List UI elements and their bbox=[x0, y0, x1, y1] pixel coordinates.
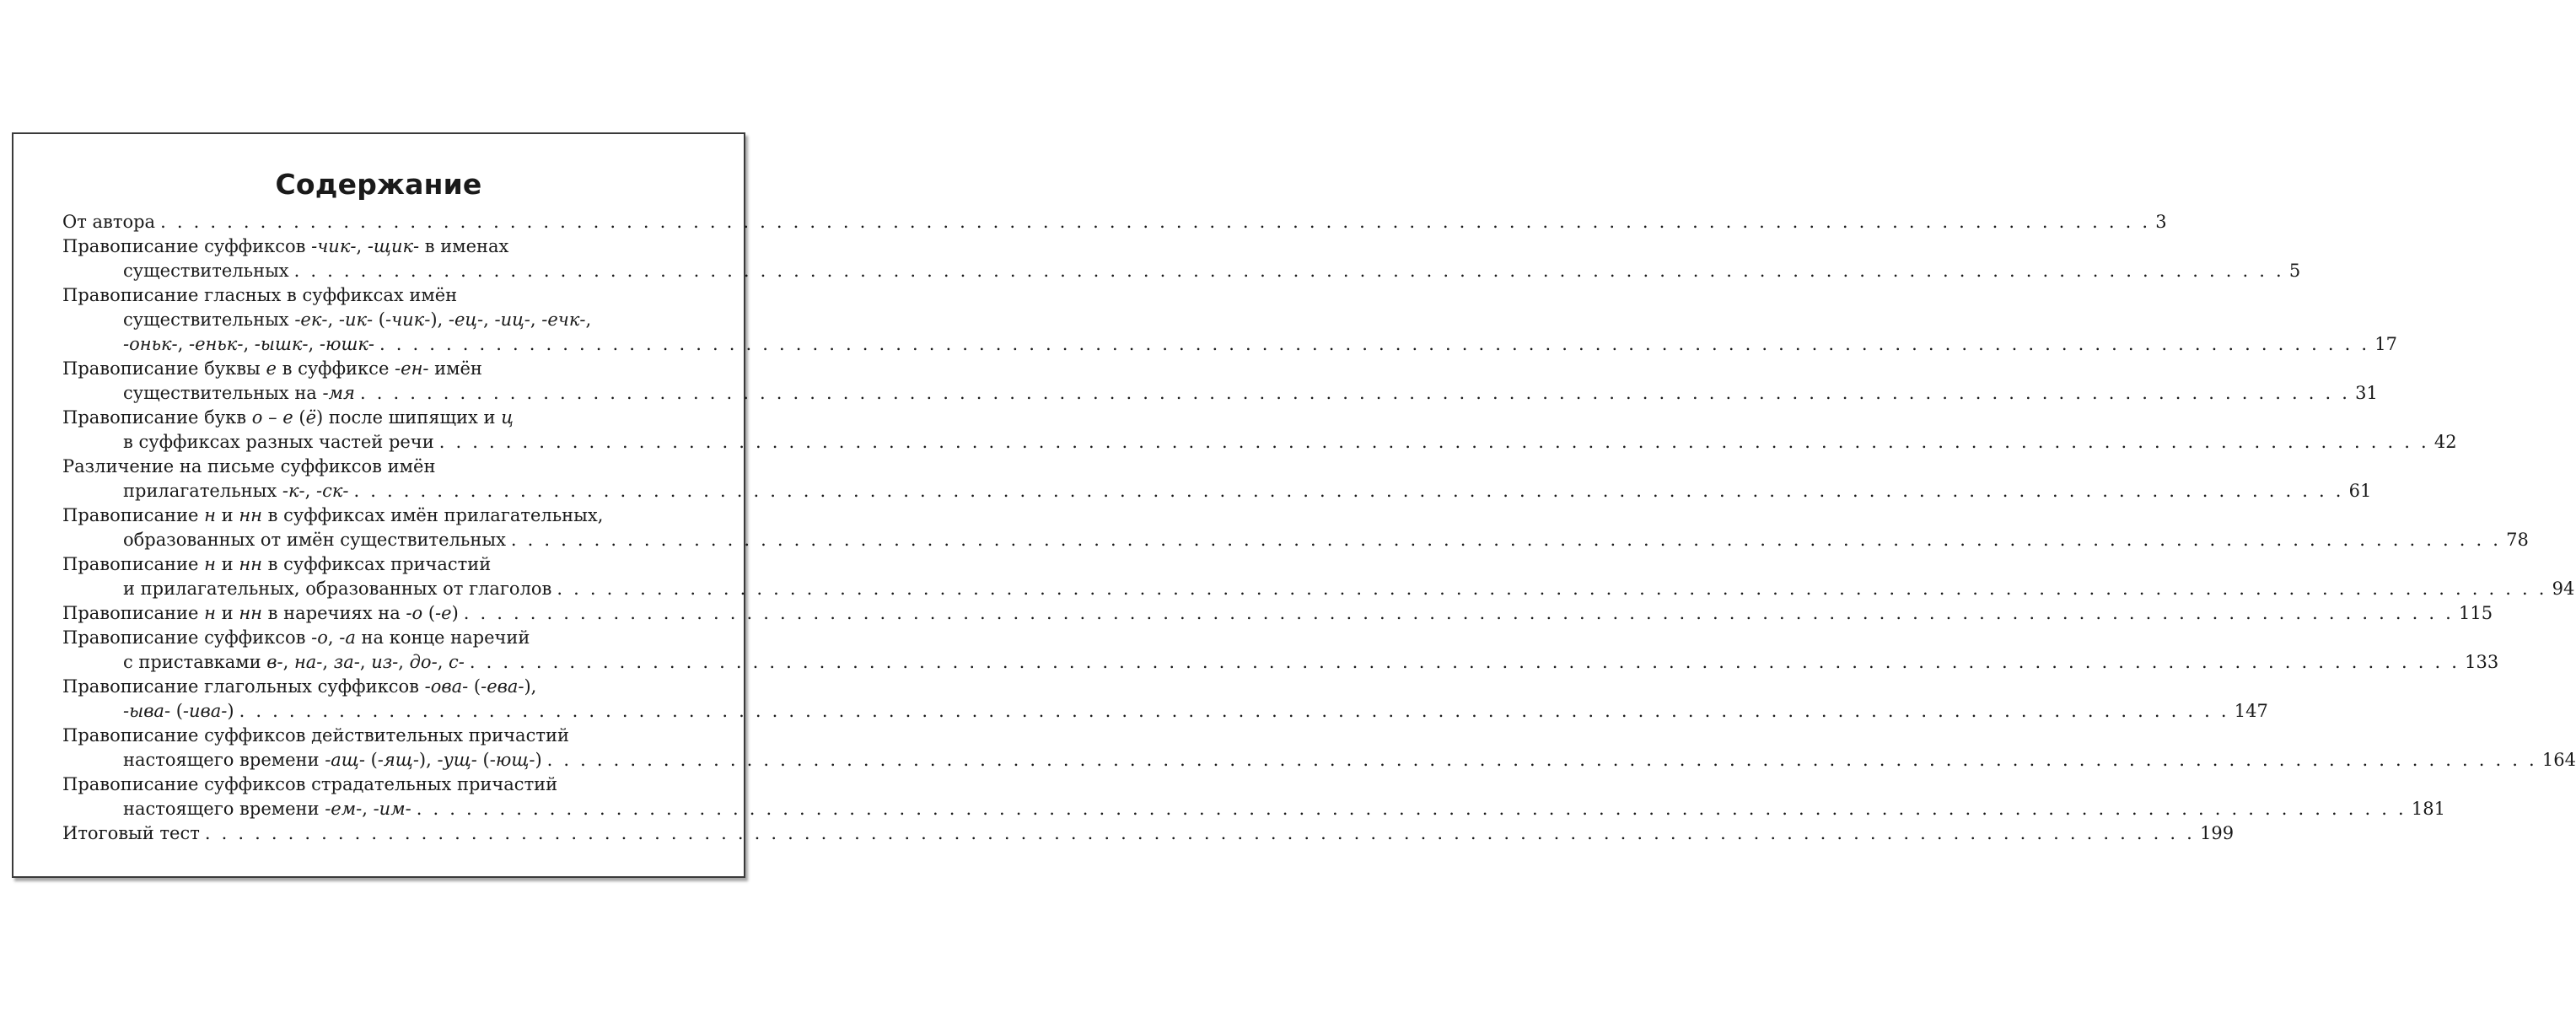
text-fragment: ) после шипящих и bbox=[316, 407, 502, 428]
toc-entry-text bbox=[123, 479, 348, 503]
italic-fragment: до- bbox=[409, 652, 438, 672]
italic-fragment: на- bbox=[293, 652, 323, 672]
italic-fragment: -ск- bbox=[315, 481, 349, 501]
text-fragment: ), bbox=[430, 310, 449, 330]
text-fragment: существительных bbox=[123, 261, 289, 281]
italic-fragment: -юшк- bbox=[319, 334, 375, 354]
italic-fragment: -ем- bbox=[325, 799, 363, 819]
text-fragment: , bbox=[322, 652, 334, 672]
dot-leader: . . . . . . . . . . . . . . . . . . . . . . . . . . . . . . . . . . . . . . . . . . . . . . . . . . . . . . . . . . . . . . . . . . . . . . . . . . . . . . . . . . . . . . . . . . . . . . . . . . . . . . . . . . . . . . . . . . . . . . . . bbox=[353, 481, 2344, 501]
toc-entry-text bbox=[123, 748, 542, 772]
italic-fragment: -иц- bbox=[494, 310, 530, 330]
dot-leader: . . . . . . . . . . . . . . . . . . . . . . . . . . . . . . . . . . . . . . . . . . . . . . . . . . . . . . . . . . . . . . . . . . . . . . . . . . . . . . . . . . . . . . . . . . . . . . . . . . . . . . . . . . . . . . . . . . . . . . . . bbox=[469, 652, 2460, 672]
toc-entry bbox=[62, 821, 2235, 846]
toc-entry-line bbox=[62, 821, 2235, 846]
page-number: 5 bbox=[2288, 261, 2301, 281]
dot-leader: . . . . . . . . . . . . . . . . . . . . . . . . . . . . . . . . . . . . . . . . . . . . . . . . . . . . . . . . . . . . . . . . . . . . . . . . . . . . . . . . . . . . . . . . . . . . . . . . . . . . . . . . . . . . . . . . . . . . . . . . bbox=[546, 750, 2537, 770]
text-fragment: в суффиксах разных частей речи bbox=[123, 432, 434, 452]
toc-entry-text bbox=[123, 528, 506, 552]
dot-leader: . . . . . . . . . . . . . . . . . . . . . . . . . . . . . . . . . . . . . . . . . . . . . . . . . . . . . . . . . . . . . . . . . . . . . . . . . . . . . . . . . . . . . . . . . . . . . . . . . . . . . . . . . . . . . . . . . . . . . . . . bbox=[510, 530, 2502, 550]
toc-entry-text bbox=[123, 797, 411, 821]
italic-fragment: -еньк- bbox=[189, 334, 244, 354]
toc-entry-line bbox=[62, 479, 2372, 503]
toc-entry-text bbox=[123, 650, 465, 675]
text-fragment: и прилагательных, образованных от глаголов bbox=[123, 579, 552, 599]
text-fragment: , bbox=[282, 652, 294, 672]
text-fragment: Правописание суффиксов bbox=[62, 627, 312, 648]
text-fragment: Итоговый тест bbox=[62, 823, 200, 843]
italic-fragment: -о bbox=[311, 627, 328, 648]
contents-title: Содержание bbox=[275, 168, 482, 201]
italic-fragment: -щик- bbox=[367, 236, 420, 256]
text-fragment: , bbox=[398, 652, 410, 672]
text-fragment: – bbox=[262, 407, 283, 428]
italic-fragment: о bbox=[251, 407, 263, 428]
text-fragment: , bbox=[327, 627, 340, 648]
page-number: 17 bbox=[2374, 334, 2397, 354]
text-fragment: ) bbox=[535, 750, 542, 770]
toc-entry-line bbox=[62, 650, 2499, 675]
italic-fragment: -ен- bbox=[395, 358, 429, 379]
text-fragment: , bbox=[177, 334, 189, 354]
toc-entry bbox=[62, 503, 2529, 552]
toc-entry-line bbox=[62, 283, 714, 308]
page-number: 94 bbox=[2552, 579, 2575, 599]
toc-entry-line bbox=[62, 699, 2268, 724]
italic-fragment: -оньк- bbox=[123, 334, 178, 354]
text-fragment: ( bbox=[422, 603, 436, 623]
text-fragment: настоящего времени bbox=[123, 750, 325, 770]
toc-entry-text bbox=[123, 332, 374, 357]
dot-leader: . . . . . . . . . . . . . . . . . . . . . . . . . . . . . . . . . . . . . . . . . . . . . . . . . . . . . . . . . . . . . . . . . . . . . . . . . . . . . . . . . . . . . . . . . . . . . . . . . . . . . . . . . . . . . . . . . . . . . . . . bbox=[160, 212, 2151, 232]
toc-entry bbox=[62, 406, 2457, 455]
text-fragment: , bbox=[362, 799, 374, 819]
text-fragment: в суффиксе bbox=[276, 358, 395, 379]
contents-frame bbox=[12, 132, 2576, 878]
toc-entry bbox=[62, 357, 2378, 406]
toc-entry bbox=[62, 455, 2372, 503]
text-fragment: ), bbox=[524, 676, 537, 697]
italic-fragment: -ова- bbox=[424, 676, 469, 697]
toc-entry-text bbox=[123, 259, 289, 283]
text-fragment: настоящего времени bbox=[123, 799, 325, 819]
text-fragment: , bbox=[483, 310, 495, 330]
italic-fragment: -мя bbox=[322, 383, 355, 403]
italic-fragment: н bbox=[204, 505, 216, 525]
text-fragment: в именах bbox=[419, 236, 509, 256]
toc-entry-line bbox=[62, 577, 2575, 601]
text-fragment: Правописание буквы bbox=[62, 358, 266, 379]
page-number: 42 bbox=[2433, 432, 2457, 452]
toc-entry-line bbox=[62, 234, 714, 259]
toc-entry-line bbox=[62, 772, 714, 797]
text-fragment: , bbox=[243, 334, 255, 354]
text-fragment: От автора bbox=[62, 212, 156, 232]
text-fragment: Правописание bbox=[62, 505, 205, 525]
toc-entry-line bbox=[62, 675, 714, 699]
text-fragment: ( bbox=[170, 701, 183, 721]
toc-entry-text bbox=[123, 577, 551, 601]
italic-fragment: нн bbox=[239, 554, 262, 574]
italic-fragment: -ыва- bbox=[123, 701, 171, 721]
toc-entry-line bbox=[62, 381, 2378, 406]
page-number: 3 bbox=[2155, 212, 2167, 232]
italic-fragment: е bbox=[282, 407, 293, 428]
text-fragment: , bbox=[304, 481, 316, 501]
toc-entry-text bbox=[62, 601, 459, 626]
italic-fragment: н bbox=[204, 603, 216, 623]
italic-fragment: -ящ- bbox=[377, 750, 419, 770]
text-fragment: Правописание суффиксов bbox=[62, 236, 312, 256]
text-fragment: ) bbox=[451, 603, 459, 623]
text-fragment: , bbox=[327, 310, 339, 330]
page-number: 78 bbox=[2506, 530, 2529, 550]
text-fragment: и bbox=[215, 554, 239, 574]
italic-fragment: -ек- bbox=[294, 310, 328, 330]
italic-fragment: с- bbox=[449, 652, 465, 672]
text-fragment: ( bbox=[364, 750, 378, 770]
italic-fragment: -ющ- bbox=[489, 750, 535, 770]
dot-leader: . . . . . . . . . . . . . . . . . . . . . . . . . . . . . . . . . . . . . . . . . . . . . . . . . . . . . . . . . . . . . . . . . . . . . . . . . . . . . . . . . . . . . . . . . . . . . . . . . . . . . . . . . . . . . . . . . . . . . . . . bbox=[557, 579, 2547, 599]
toc-entry-line bbox=[62, 552, 714, 577]
text-fragment: в суффиксах имён прилагательных, bbox=[262, 505, 604, 525]
toc-entry bbox=[62, 601, 2493, 626]
italic-fragment: -е bbox=[435, 603, 452, 623]
text-fragment: ( bbox=[293, 407, 306, 428]
page-number: 199 bbox=[2200, 823, 2235, 843]
toc-entry-line bbox=[62, 797, 2446, 821]
italic-fragment: -к- bbox=[282, 481, 305, 501]
text-fragment: , bbox=[356, 236, 368, 256]
text-fragment: с приставками bbox=[123, 652, 267, 672]
text-fragment: , bbox=[585, 310, 592, 330]
text-fragment: , bbox=[359, 652, 372, 672]
dot-leader: . . . . . . . . . . . . . . . . . . . . . . . . . . . . . . . . . . . . . . . . . . . . . . . . . . . . . . . . . . . . . . . . . . . . . . . . . . . . . . . . . . . . . . . . . . . . . . . . . . . . . . . . . . . . . . . . . . . . . . . . bbox=[438, 432, 2429, 452]
italic-fragment: за- bbox=[333, 652, 360, 672]
italic-fragment: н bbox=[204, 554, 216, 574]
text-fragment: Правописание bbox=[62, 603, 205, 623]
page-number: 147 bbox=[2234, 701, 2268, 721]
text-fragment: ), bbox=[418, 750, 438, 770]
toc-entry-line bbox=[62, 503, 714, 528]
italic-fragment: -чик- bbox=[311, 236, 357, 256]
toc-entry bbox=[62, 552, 2575, 601]
toc-entry-text bbox=[62, 210, 155, 234]
text-fragment: Правописание суффиксов страдательных причастий bbox=[62, 774, 558, 794]
page-number: 115 bbox=[2458, 603, 2493, 623]
toc-entry bbox=[62, 772, 2446, 821]
text-fragment: Правописание гласных в суффиксах имён bbox=[62, 285, 458, 305]
toc-entry-text bbox=[123, 381, 355, 406]
dot-leader: . . . . . . . . . . . . . . . . . . . . . . . . . . . . . . . . . . . . . . . . . . . . . . . . . . . . . . . . . . . . . . . . . . . . . . . . . . . . . . . . . . . . . . . . . . . . . . . . . . . . . . . . . . . . . . . . . . . . . . . . bbox=[359, 383, 2351, 403]
italic-fragment: -ец- bbox=[448, 310, 484, 330]
toc-entry bbox=[62, 283, 2397, 357]
text-fragment: , bbox=[530, 310, 542, 330]
text-fragment: образованных от имён существительных bbox=[123, 530, 506, 550]
italic-fragment: -ечк- bbox=[541, 310, 586, 330]
toc-entry bbox=[62, 234, 2301, 283]
italic-fragment: из- bbox=[371, 652, 399, 672]
toc-entry-line bbox=[62, 430, 2457, 455]
text-fragment: и bbox=[215, 505, 239, 525]
page-number: 181 bbox=[2411, 799, 2446, 819]
italic-fragment: -а bbox=[339, 627, 356, 648]
italic-fragment: -ышк- bbox=[254, 334, 309, 354]
dot-leader: . . . . . . . . . . . . . . . . . . . . . . . . . . . . . . . . . . . . . . . . . . . . . . . . . . . . . . . . . . . . . . . . . . . . . . . . . . . . . . . . . . . . . . . . . . . . . . . . . . . . . . . . . . . . . . . . . . . . . . . . bbox=[293, 261, 2284, 281]
page-number: 164 bbox=[2541, 750, 2576, 770]
italic-fragment: -ущ- bbox=[437, 750, 477, 770]
text-fragment: Различение на письме суффиксов имён bbox=[62, 456, 436, 476]
text-fragment: прилагательных bbox=[123, 481, 282, 501]
italic-fragment: -ащ- bbox=[325, 750, 365, 770]
toc-entry-line bbox=[62, 308, 714, 332]
italic-fragment: ц bbox=[501, 407, 514, 428]
toc-entry-line bbox=[62, 601, 2493, 626]
text-fragment: ( bbox=[476, 750, 490, 770]
dot-leader: . . . . . . . . . . . . . . . . . . . . . . . . . . . . . . . . . . . . . . . . . . . . . . . . . . . . . . . . . . . . . . . . . . . . . . . . . . . . . . . . . . . . . . . . . . . . . . . . . . . . . . . . . . . . . . . . . . . . . . . . bbox=[416, 799, 2407, 819]
toc-entry bbox=[62, 626, 2499, 675]
text-fragment: существительных bbox=[123, 310, 295, 330]
text-fragment: ( bbox=[373, 310, 385, 330]
text-fragment: Правописание букв bbox=[62, 407, 252, 428]
toc-entry-text bbox=[62, 821, 200, 846]
text-fragment: ) bbox=[227, 701, 234, 721]
toc-entry-line bbox=[62, 210, 2167, 234]
text-fragment: в наречиях на bbox=[262, 603, 406, 623]
page-number: 61 bbox=[2348, 481, 2372, 501]
page-number: 133 bbox=[2465, 652, 2499, 672]
italic-fragment: -им- bbox=[373, 799, 411, 819]
text-fragment: в суффиксах причастий bbox=[262, 554, 492, 574]
page-number: 31 bbox=[2355, 383, 2378, 403]
italic-fragment: е bbox=[266, 358, 277, 379]
toc-entry-text bbox=[123, 430, 434, 455]
toc-entry-line bbox=[62, 406, 714, 430]
toc-entry-line bbox=[62, 332, 2397, 357]
italic-fragment: -ива- bbox=[182, 701, 228, 721]
text-fragment: Правописание bbox=[62, 554, 205, 574]
italic-fragment: -ик- bbox=[338, 310, 374, 330]
text-fragment: ( bbox=[468, 676, 481, 697]
text-fragment: , bbox=[308, 334, 320, 354]
italic-fragment: ё bbox=[305, 407, 317, 428]
dot-leader: . . . . . . . . . . . . . . . . . . . . . . . . . . . . . . . . . . . . . . . . . . . . . . . . . . . . . . . . . . . . . . . . . . . . . . . . . . . . . . . . . . . . . . . . . . . . . . . . . . . . . . . . . . . . . . . . . . . . . . . . bbox=[239, 701, 2229, 721]
text-fragment: Правописание суффиксов действительных причастий bbox=[62, 725, 569, 746]
toc-entry-line bbox=[62, 528, 2529, 552]
toc-entry bbox=[62, 724, 2576, 772]
text-fragment: и bbox=[215, 603, 239, 623]
text-fragment: на конце наречий bbox=[355, 627, 530, 648]
toc-entry-line bbox=[62, 724, 714, 748]
italic-fragment: нн bbox=[239, 505, 262, 525]
italic-fragment: -чик- bbox=[385, 310, 431, 330]
toc-entry bbox=[62, 675, 2268, 724]
text-fragment: , bbox=[437, 652, 449, 672]
text-fragment: существительных на bbox=[123, 383, 323, 403]
text-fragment: Правописание глагольных суффиксов bbox=[62, 676, 425, 697]
toc-entry bbox=[62, 210, 2167, 234]
toc-entry-line bbox=[62, 455, 714, 479]
italic-fragment: нн bbox=[239, 603, 262, 623]
toc-entry-line bbox=[62, 626, 714, 650]
toc-entry-line bbox=[62, 259, 2301, 283]
toc-entry-line bbox=[62, 748, 2576, 772]
dot-leader: . . . . . . . . . . . . . . . . . . . . . . . . . . . . . . . . . . . . . . . . . . . . . . . . . . . . . . . . . . . . . . . . . . . . . . . . . . . . . . . . . . . . . . . . . . . . . . . . . . . . . . . . . . . . . . . . . . . . . . . . bbox=[204, 823, 2196, 843]
italic-fragment: в- bbox=[266, 652, 283, 672]
toc-entry-text bbox=[123, 699, 234, 724]
dot-leader: . . . . . . . . . . . . . . . . . . . . . . . . . . . . . . . . . . . . . . . . . . . . . . . . . . . . . . . . . . . . . . . . . . . . . . . . . . . . . . . . . . . . . . . . . . . . . . . . . . . . . . . . . . . . . . . . . . . . . . . . bbox=[463, 603, 2454, 623]
dot-leader: . . . . . . . . . . . . . . . . . . . . . . . . . . . . . . . . . . . . . . . . . . . . . . . . . . . . . . . . . . . . . . . . . . . . . . . . . . . . . . . . . . . . . . . . . . . . . . . . . . . . . . . . . . . . . . . . . . . . . . . . bbox=[379, 334, 2370, 354]
table-of-contents bbox=[62, 210, 2576, 846]
italic-fragment: -ева- bbox=[481, 676, 524, 697]
italic-fragment: -о bbox=[406, 603, 423, 623]
text-fragment: имён bbox=[428, 358, 482, 379]
toc-entry-line bbox=[62, 357, 714, 381]
